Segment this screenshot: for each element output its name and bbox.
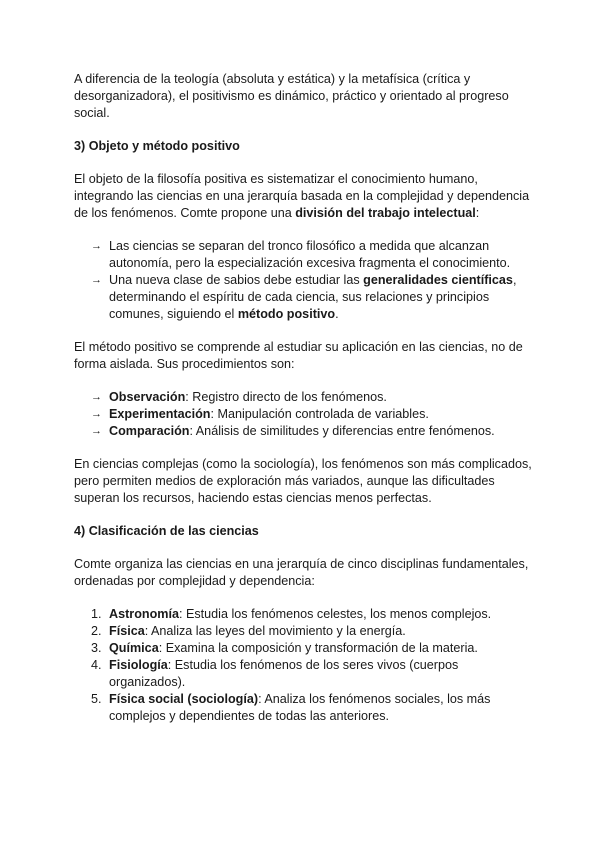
section-3-paragraph-1: El objeto de la filosofía positiva es sistematizar el conocimiento humano, integrando las ciencias en una jerarquía basada en la complejidad y dependencia de los fenómenos. Comte propone una división del trabajo intelectual: bbox=[74, 172, 530, 220]
list-item: 5. Física social (sociología): Analiza los fenómenos sociales, los más complejos y dependientes de todas las anteriores. bbox=[91, 692, 491, 723]
list-item: 4. Fisiología: Estudia los fenómenos de los seres vivos (cuerpos organizados). bbox=[91, 658, 459, 689]
intro-paragraph: A diferencia de la teología (absoluta y estática) y la metafísica (crítica y desorganizadora), el positivismo es dinámico, práctico y orientado al progreso social. bbox=[74, 72, 509, 120]
division-bullet-list bbox=[74, 238, 534, 323]
section-3-heading: 3) Objeto y método positivo bbox=[74, 139, 240, 153]
list-item: → Las ciencias se separan del tronco filosófico a medida que alcanzan autonomía, pero la especialización excesiva fragmenta el conocimiento. bbox=[91, 239, 511, 270]
list-item: 3. Química: Examina la composición y transformación de la materia. bbox=[91, 641, 478, 655]
arrow-right-icon: → bbox=[91, 425, 102, 437]
list-item: 2. Física: Analiza las leyes del movimiento y la energía. bbox=[91, 624, 406, 638]
section-3-paragraph-3: En ciencias complejas (como la sociología), los fenómenos son más complicados, pero permiten medios de exploración más variados, aunque las dificultades superan los recursos, haciendo estas ciencias menos perfectas. bbox=[74, 457, 532, 505]
section-3-paragraph-2: El método positivo se comprende al estudiar su aplicación en las ciencias, no de forma aislada. Sus procedimientos son: bbox=[74, 340, 523, 371]
arrow-right-icon: → bbox=[91, 408, 102, 420]
section-4-paragraph-1: Comte organiza las ciencias en una jerarquía de cinco disciplinas fundamentales, ordenadas por complejidad y dependencia: bbox=[74, 557, 529, 588]
list-item: → Observación: Registro directo de los fenómenos. bbox=[91, 390, 387, 404]
sciences-numbered-list bbox=[74, 606, 534, 725]
list-item: → Experimentación: Manipulación controlada de variables. bbox=[91, 407, 429, 421]
list-item: → Comparación: Análisis de similitudes y diferencias entre fenómenos. bbox=[91, 424, 495, 438]
list-item: 1. Astronomía: Estudia los fenómenos celestes, los menos complejos. bbox=[91, 607, 492, 621]
document-body bbox=[74, 71, 534, 725]
arrow-right-icon: → bbox=[91, 274, 102, 286]
section-4-heading: 4) Clasificación de las ciencias bbox=[74, 524, 259, 538]
arrow-right-icon: → bbox=[91, 240, 102, 252]
arrow-right-icon: → bbox=[91, 391, 102, 403]
procedures-list bbox=[74, 389, 534, 440]
list-item: → Una nueva clase de sabios debe estudiar las generalidades científicas, determinando el espíritu de cada ciencia, sus relaciones y principios comunes, siguiendo el método positivo. bbox=[91, 273, 517, 321]
